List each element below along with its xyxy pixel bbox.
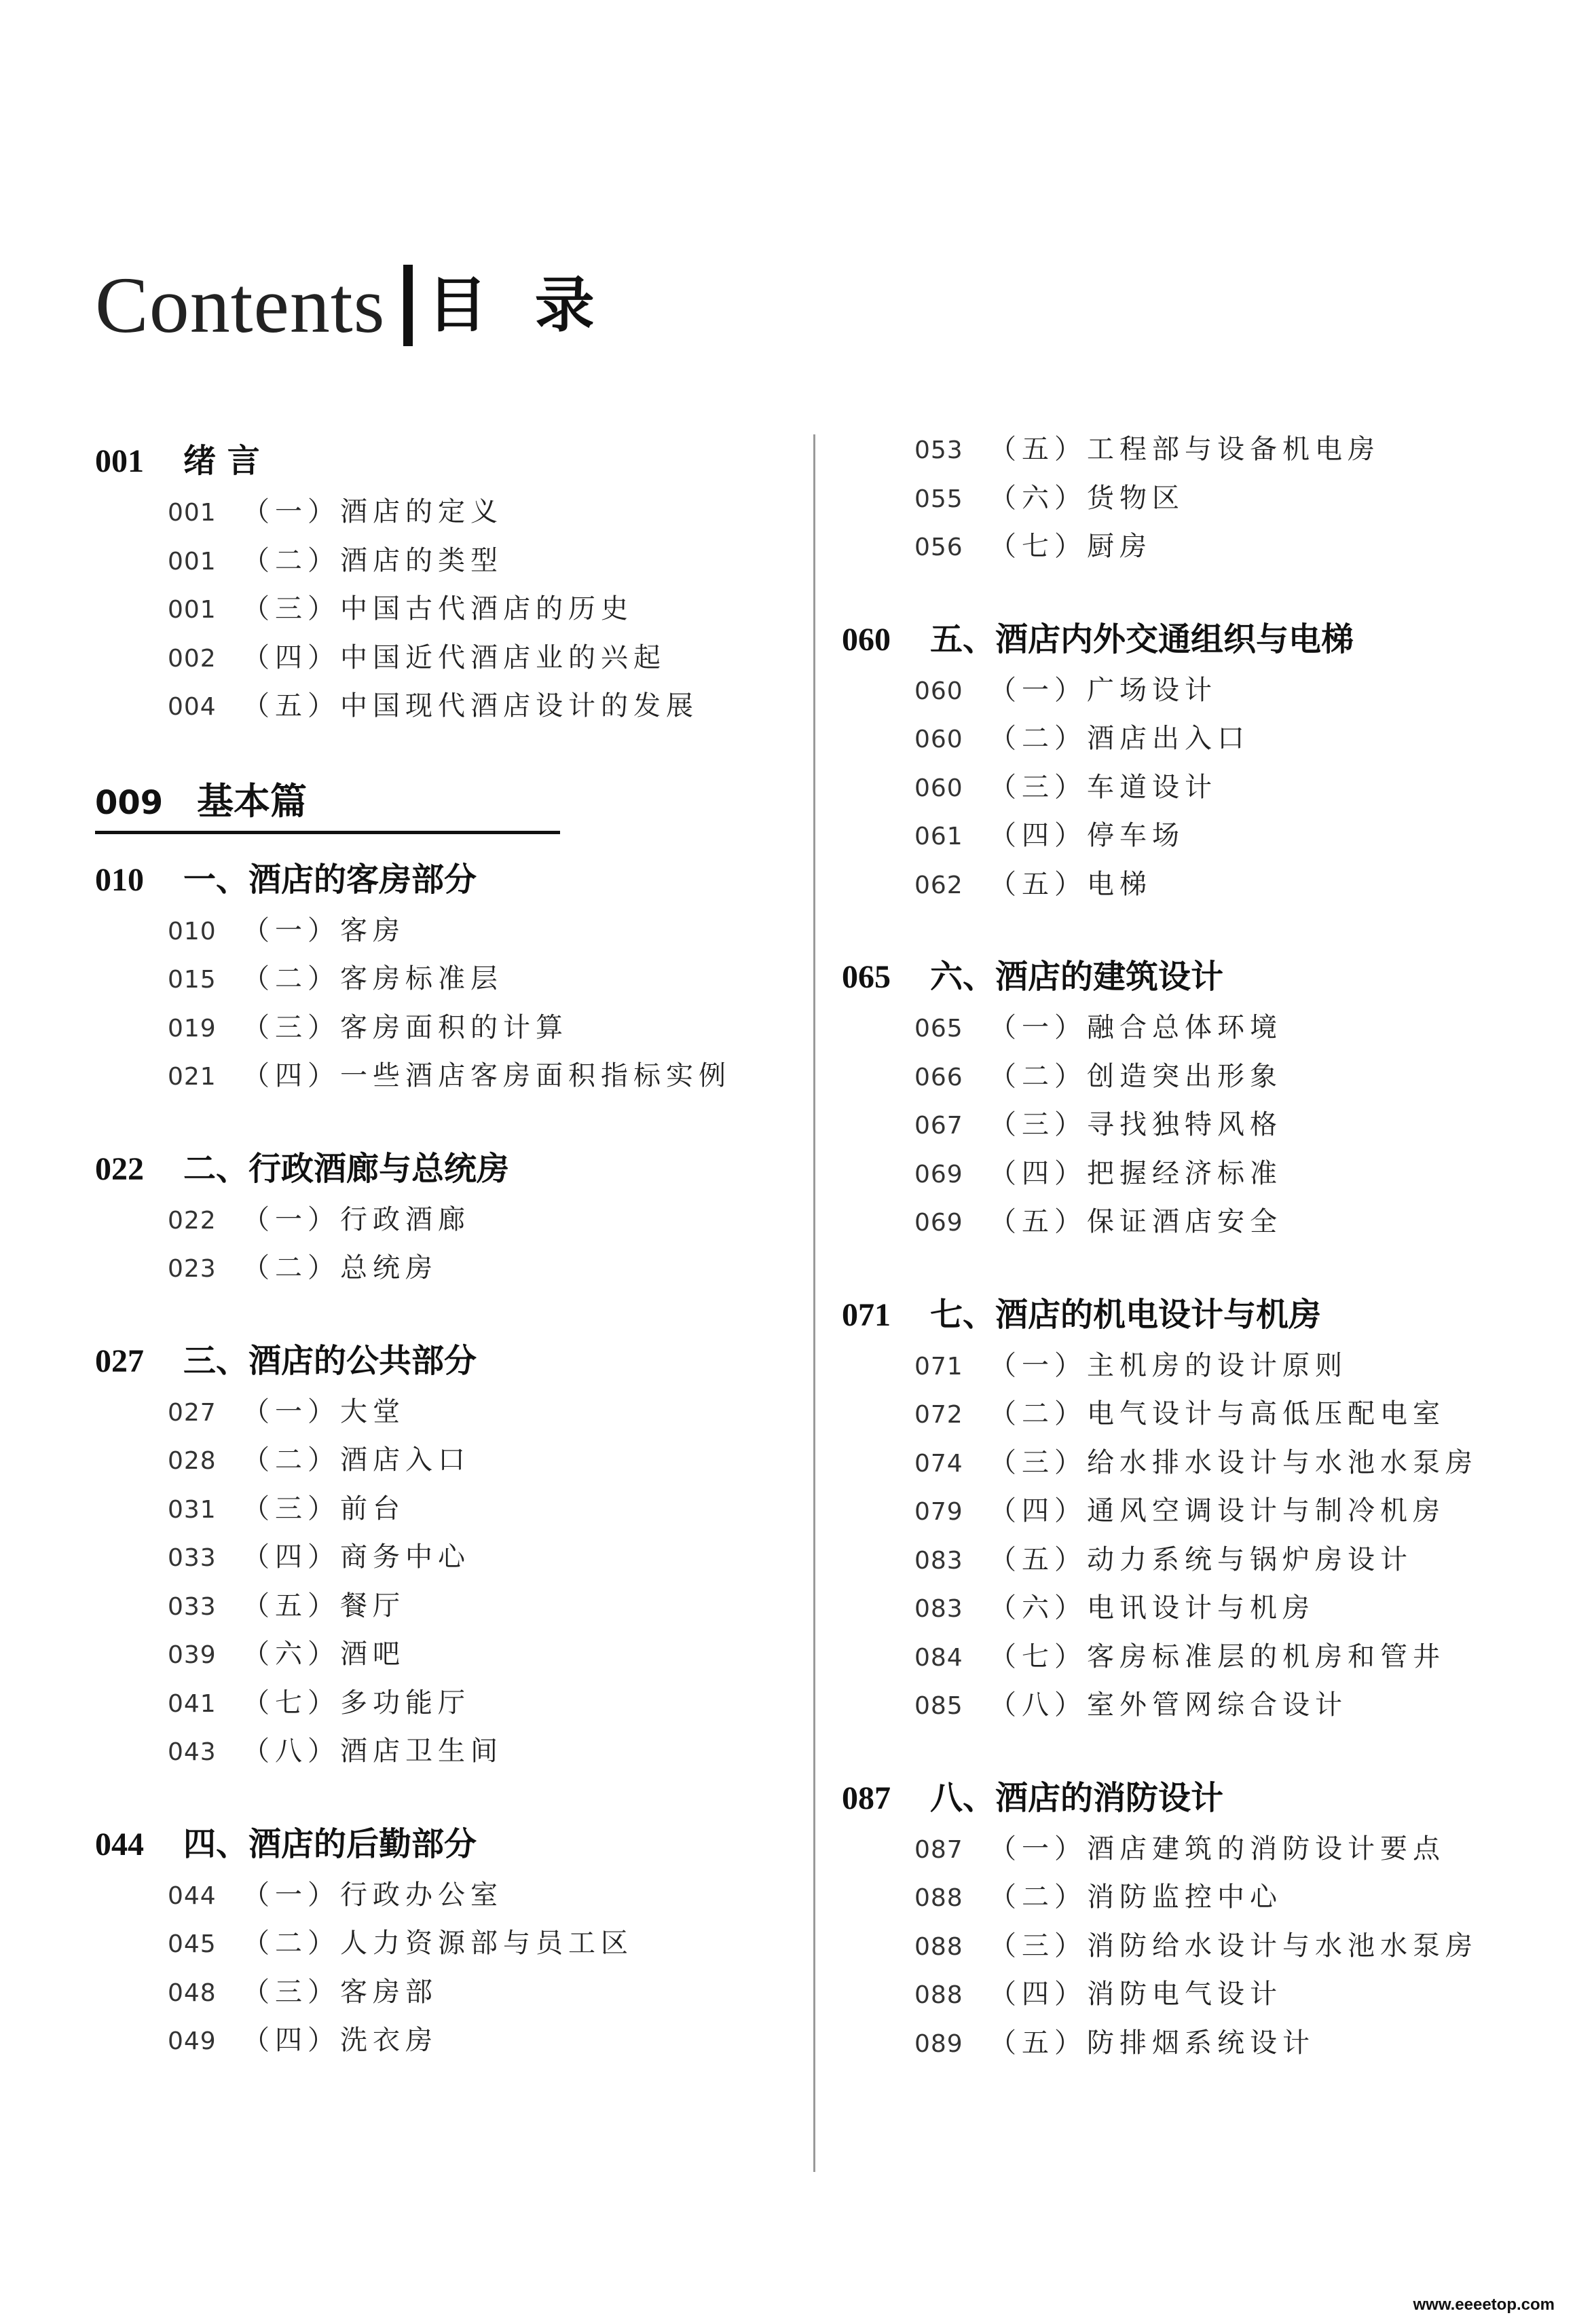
toc-entry[interactable] [914, 1972, 1521, 2021]
section-title: 四、酒店的后勤部分 [183, 1824, 477, 1863]
toc-entry[interactable] [914, 476, 1521, 525]
entry-title: （六）酒吧 [242, 1638, 405, 1670]
entry-page-number: 039 [168, 1641, 217, 1669]
entry-page-number: 049 [168, 2027, 217, 2055]
entry-title: （四）中国近代酒店业的兴起 [242, 641, 666, 673]
entry-title: （四）一些酒店客房面积指标实例 [242, 1060, 731, 1091]
entry-title: （五）餐厅 [242, 1590, 405, 1622]
section-title: 五、酒店内外交通组织与电梯 [930, 620, 1354, 658]
entry-page-number: 088 [914, 1884, 963, 1912]
section-title: 一、酒店的客房部分 [183, 860, 477, 899]
toc-section [95, 853, 788, 1103]
toc-entry[interactable] [168, 1584, 788, 1633]
entry-page-number: 061 [914, 823, 963, 850]
toc-entry[interactable] [168, 490, 788, 539]
entry-page-number: 083 [914, 1546, 963, 1575]
entry-page-number: 044 [168, 1881, 217, 1910]
section-heading [842, 950, 1521, 1000]
entry-title: （一）客房 [242, 914, 405, 946]
entry-title: （二）人力资源部与员工区 [242, 1928, 633, 1959]
toc-section [95, 1334, 788, 1778]
toc-entry[interactable] [168, 1970, 788, 2019]
entry-page-number: 072 [914, 1401, 963, 1429]
section-items [842, 669, 1521, 912]
entry-title: （五）中国现代酒店设计的发展 [242, 690, 699, 721]
toc-section [842, 1288, 1521, 1732]
toc-entry[interactable] [168, 909, 788, 958]
entry-title: （三）前台 [242, 1493, 405, 1524]
toc-section [842, 1772, 1521, 2070]
entry-page-number: 083 [914, 1595, 963, 1623]
entry-page-number: 065 [914, 1015, 963, 1043]
section-page-number: 065 [842, 959, 891, 995]
section-title: 六、酒店的建筑设计 [930, 958, 1224, 996]
entry-title: （四）商务中心 [242, 1541, 470, 1573]
section-title: 二、行政酒廊与总统房 [183, 1149, 510, 1188]
toc-entry[interactable] [914, 1489, 1521, 1538]
toc-entry[interactable] [914, 814, 1521, 863]
entry-title: （二）客房标准层 [242, 963, 503, 994]
entry-title: （四）把握经济标准 [989, 1157, 1282, 1189]
toc-entry[interactable] [168, 539, 788, 588]
toc-entry[interactable] [914, 1683, 1521, 1732]
entry-page-number: 062 [914, 871, 963, 899]
toc-entry[interactable] [914, 1006, 1521, 1055]
toc-entry[interactable] [168, 1922, 788, 1970]
entry-page-number: 022 [168, 1206, 217, 1235]
toc-entry[interactable] [168, 957, 788, 1006]
entry-page-number: 079 [914, 1498, 963, 1526]
section-heading [842, 1288, 1521, 1338]
part-heading [95, 772, 788, 824]
entry-title: （七）多功能厅 [242, 1687, 470, 1719]
entry-page-number: 053 [914, 436, 963, 464]
section-page-number: 022 [95, 1150, 144, 1187]
toc-entry[interactable] [914, 1392, 1521, 1441]
entry-title: （二）酒店入口 [242, 1444, 470, 1476]
entry-title: （三）车道设计 [989, 771, 1217, 803]
contents-title-zh: 目录 [427, 270, 642, 340]
entry-page-number: 010 [168, 917, 217, 945]
entry-page-number: 087 [914, 1835, 963, 1864]
section-page-number: 071 [842, 1296, 891, 1333]
entry-page-number: 067 [914, 1112, 963, 1140]
section-heading [842, 613, 1521, 663]
section-page-number: 087 [842, 1780, 891, 1816]
entry-title: （一）大堂 [242, 1395, 405, 1427]
title-separator-bar [403, 265, 413, 346]
entry-title: （七）厨房 [989, 531, 1152, 562]
toc-section [95, 1142, 788, 1295]
toc-entry[interactable] [914, 1875, 1521, 1924]
entry-page-number: 074 [914, 1449, 963, 1478]
entry-page-number: 071 [914, 1352, 963, 1381]
entry-title: （二）总统房 [242, 1252, 438, 1283]
entry-page-number: 060 [914, 726, 963, 753]
section-title: 绪 言 [183, 442, 260, 480]
section-heading [95, 1334, 788, 1385]
entry-title: （一）行政办公室 [242, 1879, 503, 1911]
section-title: 八、酒店的消防设计 [930, 1778, 1224, 1817]
entry-title: （三）给水排水设计与水池水泵房 [989, 1446, 1478, 1478]
entry-page-number: 015 [168, 966, 217, 994]
section-page-number: 001 [95, 443, 144, 479]
entry-page-number: 085 [914, 1692, 963, 1720]
toc-entry[interactable] [168, 1487, 788, 1536]
entry-title: （二）消防监控中心 [989, 1881, 1282, 1913]
section-items [842, 1006, 1521, 1249]
toc-entry[interactable] [168, 1632, 788, 1681]
section-items [95, 1198, 788, 1295]
entry-title: （一）酒店建筑的消防设计要点 [989, 1833, 1445, 1864]
toc-entry[interactable] [914, 1538, 1521, 1587]
toc-section [95, 434, 788, 733]
toc-entry[interactable] [914, 2021, 1521, 2070]
entry-title: （五）防排烟系统设计 [989, 2027, 1315, 2059]
entry-title: （六）货物区 [989, 482, 1185, 514]
entry-title: （四）停车场 [989, 820, 1185, 851]
toc-entry[interactable] [914, 669, 1521, 717]
entry-page-number: 088 [914, 1932, 963, 1961]
entry-title: （八）酒店卫生间 [242, 1736, 503, 1767]
entry-page-number: 028 [168, 1447, 217, 1475]
entry-title: （四）洗衣房 [242, 2025, 438, 2056]
toc-entry[interactable] [168, 587, 788, 636]
entry-page-number: 033 [168, 1544, 217, 1572]
entry-page-number: 069 [914, 1160, 963, 1188]
section-page-number: 060 [842, 621, 891, 658]
entry-title: （五）动力系统与锅炉房设计 [989, 1543, 1413, 1575]
toc-entry[interactable] [914, 428, 1521, 476]
entry-title: （五）电梯 [989, 868, 1152, 900]
entry-page-number: 043 [168, 1738, 217, 1766]
section-page-number: 010 [95, 861, 144, 898]
toc-entry[interactable] [168, 1390, 788, 1439]
toc-right-column [842, 428, 1521, 2109]
section-items [95, 1390, 788, 1778]
toc-entry[interactable] [168, 2019, 788, 2067]
toc-entry[interactable] [914, 1344, 1521, 1393]
entry-page-number: 045 [168, 1930, 217, 1958]
entry-title: （一）主机房的设计原则 [989, 1349, 1348, 1381]
entry-title: （五）工程部与设备机电房 [989, 434, 1380, 465]
toc-entry[interactable] [914, 1586, 1521, 1635]
toc-entry[interactable] [168, 1054, 788, 1103]
toc-entry[interactable] [168, 1006, 788, 1055]
entry-page-number: 033 [168, 1592, 217, 1621]
entry-title: （二）酒店出入口 [989, 723, 1250, 754]
toc-entry[interactable] [168, 1438, 788, 1487]
contents-title-en: Contents [95, 261, 386, 350]
entry-page-number: 001 [168, 596, 217, 624]
section-items [842, 428, 1521, 574]
toc-section-continuation [842, 428, 1521, 574]
toc-part [95, 772, 788, 834]
entry-page-number: 084 [914, 1643, 963, 1672]
section-items [95, 909, 788, 1103]
toc-entry[interactable] [914, 1635, 1521, 1684]
section-heading [95, 1818, 788, 1868]
toc-entry[interactable] [168, 1729, 788, 1778]
section-page-number: 044 [95, 1826, 144, 1862]
entry-page-number: 004 [168, 693, 217, 721]
entry-title: （三）客房部 [242, 1976, 438, 2008]
entry-page-number: 019 [168, 1014, 217, 1043]
entry-title: （四）消防电气设计 [989, 1979, 1282, 2010]
entry-page-number: 069 [914, 1209, 963, 1237]
toc-entry[interactable] [168, 1873, 788, 1922]
toc-left-column [95, 434, 788, 2107]
section-page-number: 027 [95, 1343, 144, 1379]
entry-page-number: 060 [914, 774, 963, 802]
entry-page-number: 027 [168, 1398, 217, 1427]
part-underline [95, 831, 560, 834]
entry-title: （二）酒店的类型 [242, 544, 503, 576]
section-items [95, 490, 788, 733]
toc-entry[interactable] [168, 636, 788, 685]
entry-page-number: 002 [168, 644, 217, 673]
entry-title: （七）客房标准层的机房和管井 [989, 1641, 1445, 1672]
entry-title: （三）中国古代酒店的历史 [242, 593, 633, 624]
toc-entry[interactable] [914, 1924, 1521, 1973]
entry-page-number: 048 [168, 1979, 217, 2007]
entry-title: （一）行政酒廊 [242, 1203, 470, 1235]
toc-section [842, 613, 1521, 912]
entry-title: （三）消防给水设计与水池水泵房 [989, 1930, 1478, 1962]
toc-entry[interactable] [914, 1200, 1521, 1249]
entry-title: （一）酒店的定义 [242, 496, 503, 527]
contents-header [95, 258, 642, 353]
section-heading [842, 1772, 1521, 1822]
entry-page-number: 089 [914, 2029, 963, 2058]
entry-page-number: 001 [168, 547, 217, 576]
entry-page-number: 066 [914, 1063, 963, 1091]
entry-page-number: 088 [914, 1981, 963, 2009]
section-title: 三、酒店的公共部分 [183, 1341, 477, 1380]
toc-entry[interactable] [168, 1681, 788, 1730]
part-title: 基本篇 [197, 779, 307, 823]
entry-title: （八）室外管网综合设计 [989, 1689, 1348, 1721]
entry-title: （二）创造突出形象 [989, 1060, 1282, 1092]
entry-title: （六）电讯设计与机房 [989, 1592, 1315, 1624]
entry-title: （一）融合总体环境 [989, 1012, 1282, 1043]
entry-page-number: 055 [914, 485, 963, 513]
toc-section [842, 950, 1521, 1249]
entry-page-number: 031 [168, 1495, 217, 1524]
toc-entry[interactable] [914, 525, 1521, 574]
entry-title: （三）寻找独特风格 [989, 1109, 1282, 1140]
toc-entry[interactable] [168, 1535, 788, 1584]
toc-entry[interactable] [914, 863, 1521, 912]
section-heading [95, 434, 788, 485]
toc-entry[interactable] [914, 1152, 1521, 1201]
column-divider [813, 434, 815, 2172]
toc-entry[interactable] [168, 1246, 788, 1295]
entry-page-number: 056 [914, 533, 963, 561]
entry-page-number: 060 [914, 677, 963, 705]
toc-entry[interactable] [914, 1827, 1521, 1876]
section-items [842, 1344, 1521, 1732]
entry-title: （五）保证酒店安全 [989, 1206, 1282, 1237]
toc-entry[interactable] [914, 1441, 1521, 1490]
entry-page-number: 041 [168, 1689, 217, 1718]
entry-title: （四）通风空调设计与制冷机房 [989, 1495, 1445, 1526]
entry-title: （一）广场设计 [989, 674, 1217, 706]
toc-section [95, 1818, 788, 2067]
toc-entry[interactable] [168, 1198, 788, 1247]
section-items [842, 1827, 1521, 2070]
toc-entry[interactable] [914, 766, 1521, 814]
entry-title: （三）客房面积的计算 [242, 1011, 568, 1043]
entry-page-number: 023 [168, 1255, 217, 1283]
entry-page-number: 021 [168, 1063, 217, 1091]
section-heading [95, 1142, 788, 1193]
toc-entry[interactable] [914, 1055, 1521, 1104]
watermark-url: www.eeeetop.com [1413, 2295, 1555, 2314]
section-title: 七、酒店的机电设计与机房 [930, 1295, 1322, 1334]
section-items [95, 1873, 788, 2067]
section-heading [95, 853, 788, 903]
toc-entry[interactable] [168, 684, 788, 733]
part-page-number: 009 [95, 783, 164, 822]
entry-page-number: 001 [168, 499, 217, 527]
toc-entry[interactable] [914, 1103, 1521, 1152]
entry-title: （二）电气设计与高低压配电室 [989, 1398, 1445, 1429]
toc-entry[interactable] [914, 717, 1521, 766]
